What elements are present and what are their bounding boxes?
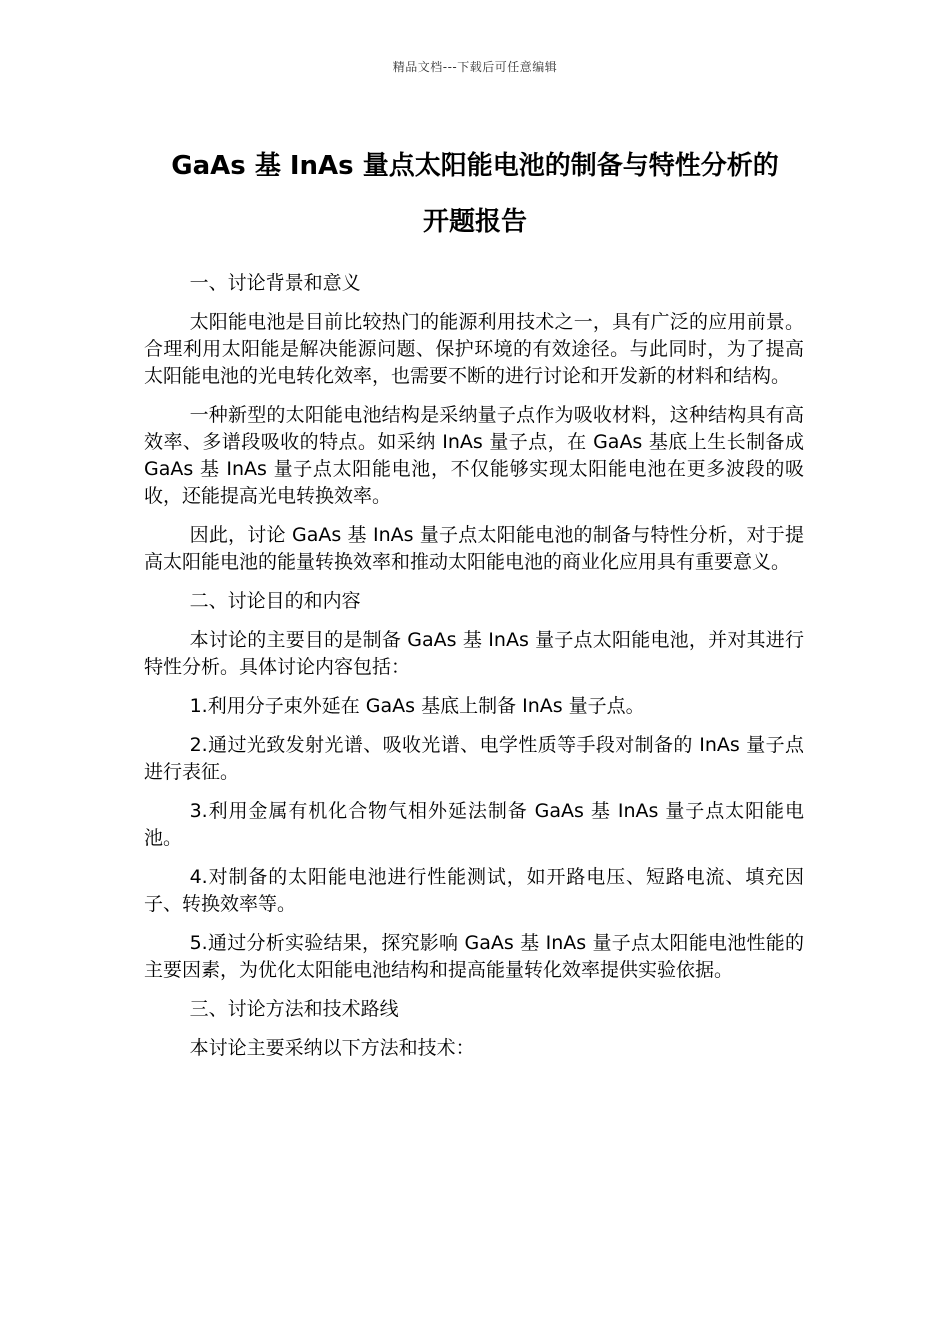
list-item: 1.利用分子束外延在 GaAs 基底上制备 InAs 量子点。: [189, 695, 645, 717]
document-body: [144, 270, 804, 1074]
page-header-note: 精品文档---下载后可任意编辑: [392, 60, 558, 74]
section-heading-background: 一、讨论背景和意义: [189, 272, 361, 294]
document-title: [120, 138, 830, 250]
title-line-1: GaAs 基 InAs 量点太阳能电池的制备与特性分析的: [171, 151, 779, 181]
paragraph-objectives-intro: 本讨论的主要目的是制备 GaAs 基 InAs 量子点太阳能电池，并对其进行特性分析。具体讨论内容包括：: [144, 629, 804, 678]
list-item: 4.对制备的太阳能电池进行性能测试，如开路电压、短路电流、填充因子、转换效率等。: [144, 866, 804, 915]
paragraph-background-3: 因此，讨论 GaAs 基 InAs 量子点太阳能电池的制备与特性分析，对于提高太阳能电池的能量转换效率和推动太阳能电池的商业化应用具有重要意义。: [144, 524, 804, 573]
paragraph-methods-intro: 本讨论主要采纳以下方法和技术：: [189, 1037, 475, 1059]
paragraph-background-1: 太阳能电池是目前比较热门的能源利用技术之一，具有广泛的应用前景。合理利用太阳能是解决能源问题、保护环境的有效途径。与此同时，为了提高太阳能电池的光电转化效率，也需要不断的进行讨论和开发新的材料和结构。: [144, 311, 804, 387]
paragraph-background-2: 一种新型的太阳能电池结构是采纳量子点作为吸收材料，这种结构具有高效率、多谱段吸收的特点。如采纳 InAs 量子点，在 GaAs 基底上生长制备成 GaAs 基 InAs 量子点太阳能电池，不仅能够实现太阳能电池在更多波段的吸收，还能提高光电转换效率。: [144, 404, 804, 507]
list-item: 3.利用金属有机化合物气相外延法制备 GaAs 基 InAs 量子点太阳能电池。: [144, 800, 804, 849]
list-item: 5.通过分析实验结果，探究影响 GaAs 基 InAs 量子点太阳能电池性能的主要因素，为优化太阳能电池结构和提高能量转化效率提供实验依据。: [144, 932, 804, 981]
title-line-2: 开题报告: [422, 207, 527, 237]
section-heading-methods: 三、讨论方法和技术路线: [189, 998, 399, 1020]
section-heading-objectives: 二、讨论目的和内容: [189, 590, 361, 612]
list-item: 2.通过光致发射光谱、吸收光谱、电学性质等手段对制备的 InAs 量子点进行表征。: [144, 734, 804, 783]
